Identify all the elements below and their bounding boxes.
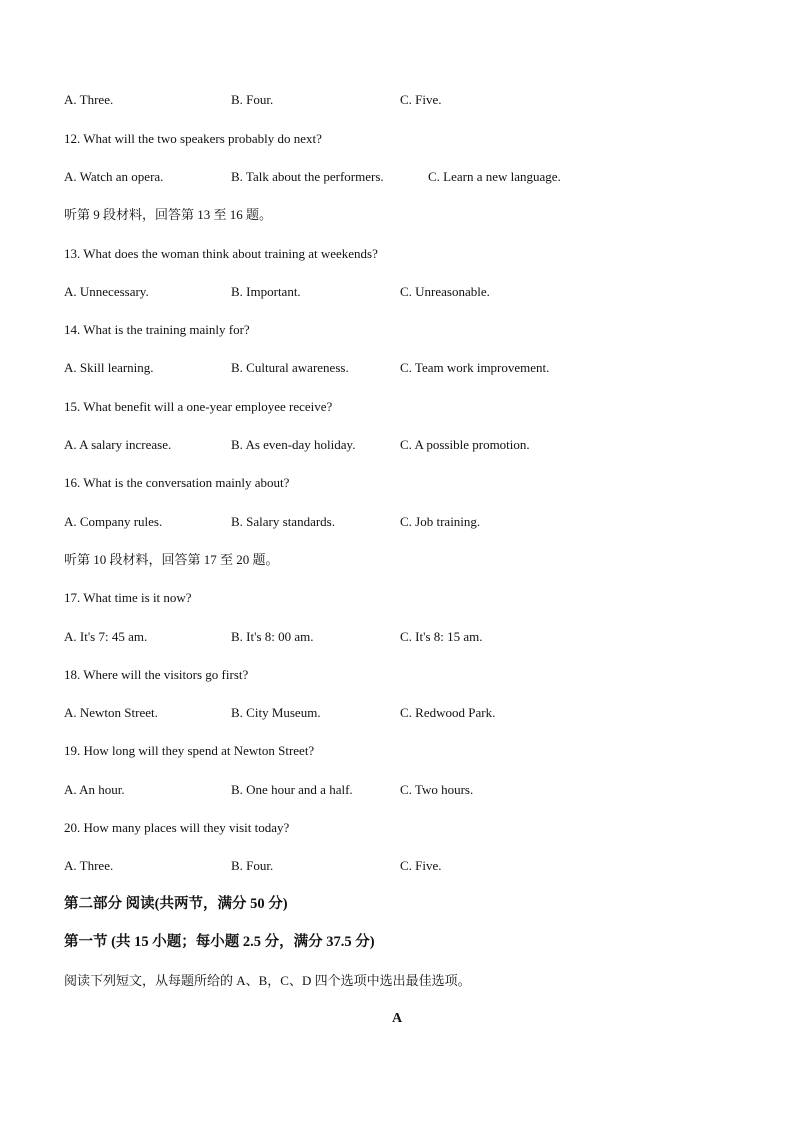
q19-option-c: C. Two hours. <box>400 782 474 797</box>
q20-option-a: A. Three. <box>64 858 114 873</box>
q18-option-c: C. Redwood Park. <box>400 705 496 720</box>
q14-option-a: A. Skill learning. <box>64 360 154 375</box>
q17-option-a: A. It's 7: 45 am. <box>64 629 148 644</box>
reading-instruction: 阅读下列短文，从每题所给的 A、B，C、D 四个选项中选出最佳选项。 <box>64 973 471 988</box>
q13-option-c: C. Unreasonable. <box>400 284 490 299</box>
question-16: 16. What is the conversation mainly about? <box>64 475 290 490</box>
q12-option-b: B. Talk about the performers. <box>231 169 384 184</box>
part-2-heading: 第二部分 阅读(共两节，满分 50 分) <box>64 896 288 912</box>
q15-option-a: A. A salary increase. <box>64 437 172 452</box>
option-c: C. Five. <box>400 92 442 107</box>
section-9-instruction: 听第 9 段材料，回答第 13 至 16 题。 <box>64 207 273 222</box>
q14-option-b: B. Cultural awareness. <box>231 360 349 375</box>
q16-option-c: C. Job training. <box>400 514 481 529</box>
option-a: A. Three. <box>64 92 114 107</box>
passage-label: A <box>391 1011 403 1026</box>
q20-option-c: C. Five. <box>400 858 442 873</box>
section-10-instruction: 听第 10 段材料，回答第 17 至 20 题。 <box>64 552 279 567</box>
q13-option-b: B. Important. <box>231 284 301 299</box>
q17-option-c: C. It's 8: 15 am. <box>400 629 483 644</box>
q14-option-c: C. Team work improvement. <box>400 360 550 375</box>
q12-option-c: C. Learn a new language. <box>428 169 561 184</box>
q19-option-b: B. One hour and a half. <box>231 782 353 797</box>
q20-option-b: B. Four. <box>231 858 274 873</box>
q18-option-a: A. Newton Street. <box>64 705 158 720</box>
q19-option-a: A. An hour. <box>64 782 125 797</box>
question-14: 14. What is the training mainly for? <box>64 322 250 337</box>
q18-option-b: B. City Museum. <box>231 705 321 720</box>
question-19: 19. How long will they spend at Newton Street? <box>64 743 315 758</box>
question-13: 13. What does the woman think about training at weekends? <box>64 246 378 261</box>
question-20: 20. How many places will they visit today? <box>64 820 290 835</box>
question-15: 15. What benefit will a one-year employee receive? <box>64 399 333 414</box>
q15-option-c: C. A possible promotion. <box>400 437 530 452</box>
q13-option-a: A. Unnecessary. <box>64 284 149 299</box>
question-12: 12. What will the two speakers probably do next? <box>64 131 322 146</box>
option-b: B. Four. <box>231 92 274 107</box>
q15-option-b: B. As even-day holiday. <box>231 437 356 452</box>
q12-option-a: A. Watch an opera. <box>64 169 164 184</box>
question-17: 17. What time is it now? <box>64 590 192 605</box>
q16-option-a: A. Company rules. <box>64 514 163 529</box>
question-18: 18. Where will the visitors go first? <box>64 667 249 682</box>
q16-option-b: B. Salary standards. <box>231 514 335 529</box>
section-1-heading: 第一节 (共 15 小题；每小题 2.5 分，满分 37.5 分) <box>64 934 375 950</box>
q17-option-b: B. It's 8: 00 am. <box>231 629 314 644</box>
